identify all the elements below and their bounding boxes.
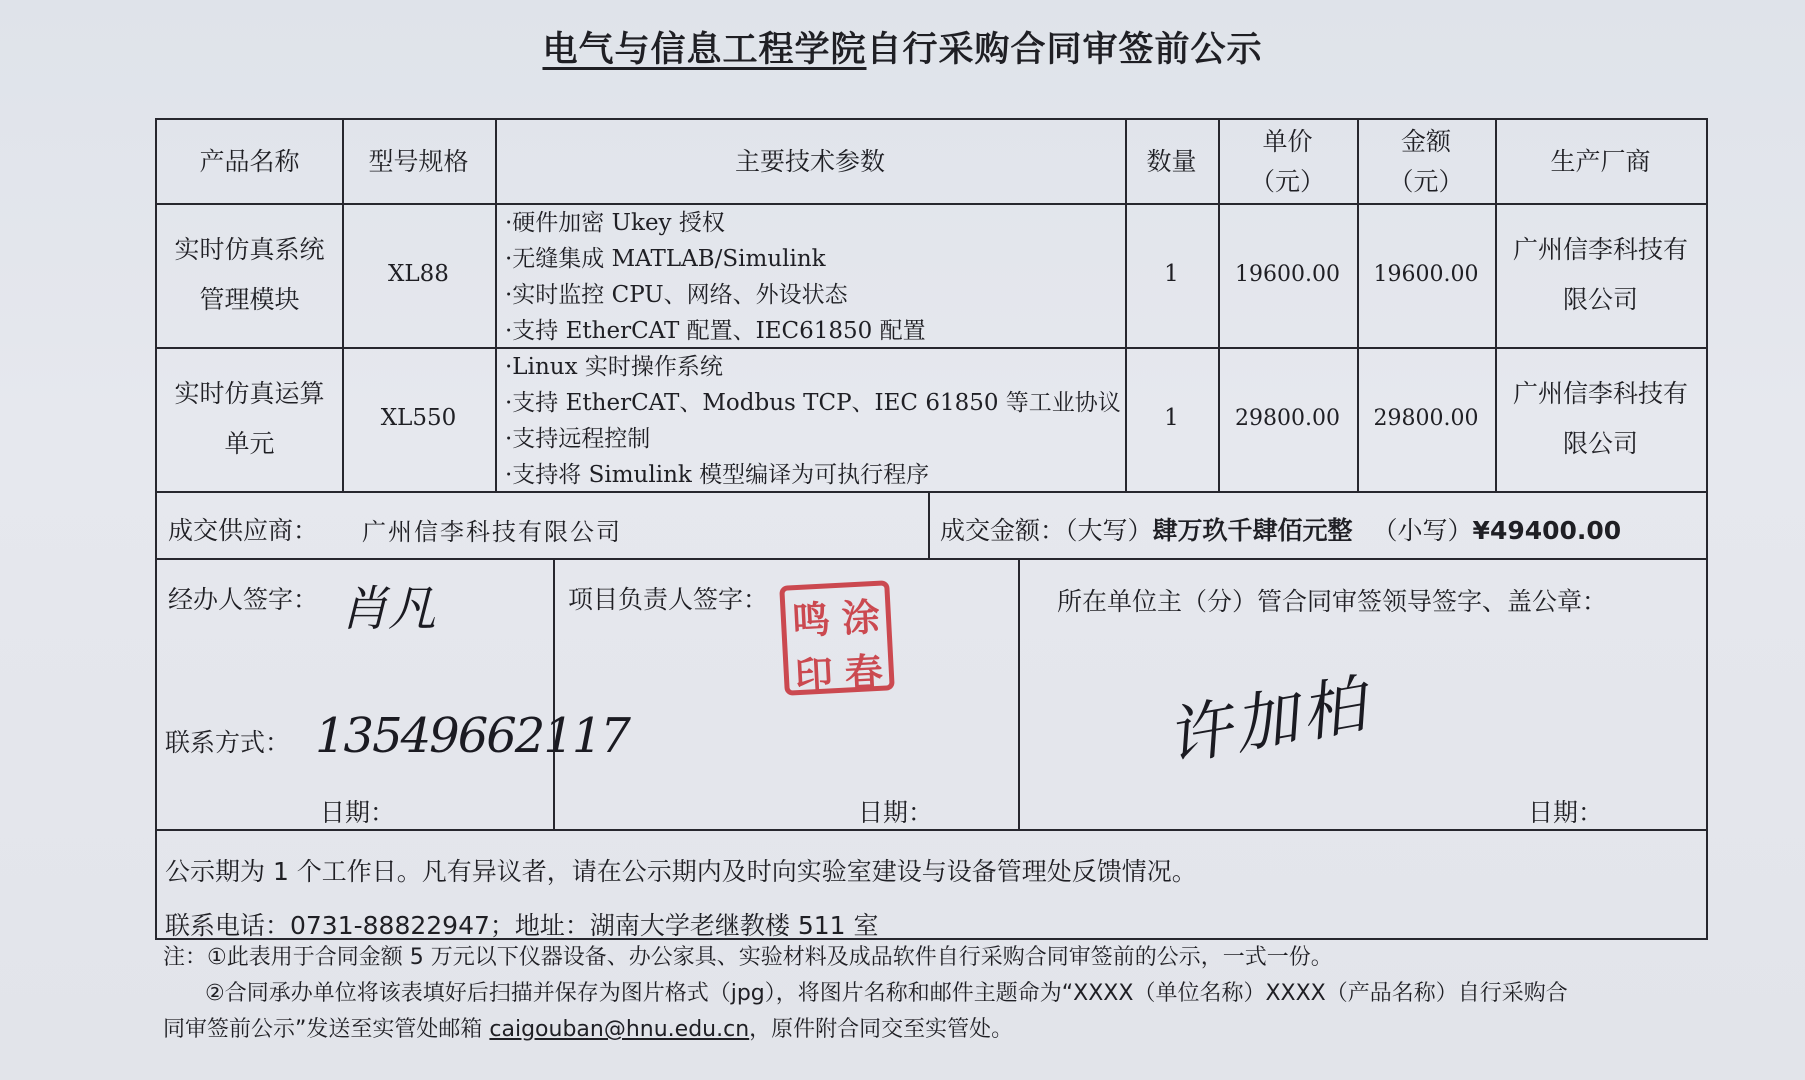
sign-col-divider-2 [1018,558,1020,829]
row2-model: XL550 [380,405,457,432]
row2-maker-line1: 广州信李科技有 [1512,379,1688,408]
handler-date-label: 日期： [320,798,396,827]
header-unit-price-label: 单价 [1262,126,1313,156]
handler-signature: 肖凡 [340,581,437,637]
row1-maker [1495,203,1706,347]
row1-param: ·无缝集成 MATLAB/Simulink [505,246,826,272]
sign-col-divider-1 [553,558,555,829]
row2-param: ·Linux 实时操作系统 [505,354,723,380]
header-model: 型号规格 [368,147,469,176]
row1-name-line2: 管理模块 [199,285,300,314]
row2-amount: 29800.00 [1373,406,1479,432]
header-amount-label: 金额 [1400,126,1451,156]
note-1: 注：①此表用于合同金额 5 万元以下仪器设备、办公家具、实验材料及成品软件自行采购合同审签前的公示，一式一份。 [163,945,1333,970]
document-title [0,22,1805,72]
note-2-pre: 同审签前公示”发送至实管处邮箱 [163,1017,490,1042]
note-2-line2 [163,1012,1723,1048]
row1-param: ·支持 EtherCAT 配置、IEC61850 配置 [505,318,926,344]
unit-leader-signature: 许加柏 [1161,667,1375,777]
header-maker: 生产厂商 [1550,147,1651,176]
email-link[interactable]: caigouban@hnu.edu.cn [489,1017,750,1042]
row2-name-line2: 单元 [224,429,275,458]
row2-params [505,349,1121,493]
header-product-name: 产品名称 [199,147,300,176]
title-rest: 自行采购合同审签前公示 [866,30,1263,70]
handler-label: 经办人签字： [168,585,319,614]
row1-maker-line2: 限公司 [1562,285,1638,314]
row1-param: ·硬件加密 Ukey 授权 [505,210,725,236]
stamp-char: 春 [843,649,884,696]
notice-contact: 联系电话：0731-88822947；地址：湖南大学老继教楼 511 室 [165,911,879,940]
row1-amount: 19600.00 [1373,262,1479,288]
contact-value: 13549662117 [315,708,629,764]
row1-maker-line1: 广州信李科技有 [1512,235,1688,264]
supplier-label: 成交供应商： [168,516,319,545]
unit-date-label: 日期： [1528,798,1604,827]
row1-unit-price: 19600.00 [1235,262,1340,288]
note-2-post: ，原件附合同交至实管处。 [749,1017,1014,1042]
header-amount-unit: （元） [1388,166,1464,196]
row2-unit-price: 29800.00 [1235,406,1340,432]
signature-divider [157,829,1706,831]
footnotes [163,940,1723,1048]
notice-period: 公示期为 1 个工作日。凡有异议者，请在公示期内及时向实验室建设与设备管理处反馈情况。 [165,857,1197,886]
amount-upper: 肆万玖千肆佰元整 [1152,516,1353,545]
row2-maker [1495,347,1706,491]
row2-param: ·支持 EtherCAT、Modbus TCP、IEC 61850 等工业协议 [505,390,1121,416]
row1-product-name [157,203,342,347]
header-params: 主要技术参数 [734,147,885,176]
row1-params [505,205,926,349]
title-college: 电气与信息工程学院 [542,30,867,70]
row1-param: ·实时监控 CPU、网络、外设状态 [505,282,848,308]
row1-model: XL88 [388,261,449,288]
row2-product-name [157,347,342,491]
stamp-char: 印 [793,652,835,699]
amount-label: 成交金额：（大写） [940,516,1153,545]
row1-name-line1: 实时仿真系统 [174,235,325,264]
stamp-char: 涂 [840,594,882,641]
row2-name-line1: 实时仿真运算 [174,379,325,408]
row2-param: ·支持将 Simulink 模型编译为可执行程序 [505,462,930,488]
amount-lower: ¥49400.00 [1472,516,1622,545]
header-amount [1357,120,1495,203]
header-qty: 数量 [1146,147,1197,176]
deal-amount [940,511,1621,547]
leader-date-label: 日期： [858,798,934,827]
leader-label: 项目负责人签字： [568,585,769,614]
stamp-char: 鸣 [790,597,832,644]
row2-maker-line2: 限公司 [1562,429,1638,458]
contact-label: 联系方式： [165,728,291,757]
row2-qty: 1 [1164,405,1179,432]
deal-divider [157,558,1706,560]
row2-param: ·支持远程控制 [505,426,651,452]
header-unit-price-unit: （元） [1249,166,1325,196]
deal-col-divider [928,491,930,558]
amount-lower-label: （小写） [1372,516,1473,545]
unit-leader-label: 所在单位主（分）管合同审签领导签字、盖公章： [1057,587,1608,616]
leader-seal-stamp [779,580,895,699]
note-2-line1: ②合同承办单位将该表填好后扫描并保存为图片格式（jpg），将图片名称和邮件主题命为“XXXX（单位名称）XXXX（产品名称）自行采购合 [205,981,1568,1006]
row1-qty: 1 [1164,261,1179,288]
supplier-value: 广州信李科技有限公司 [362,518,622,546]
header-unit-price [1218,120,1357,203]
